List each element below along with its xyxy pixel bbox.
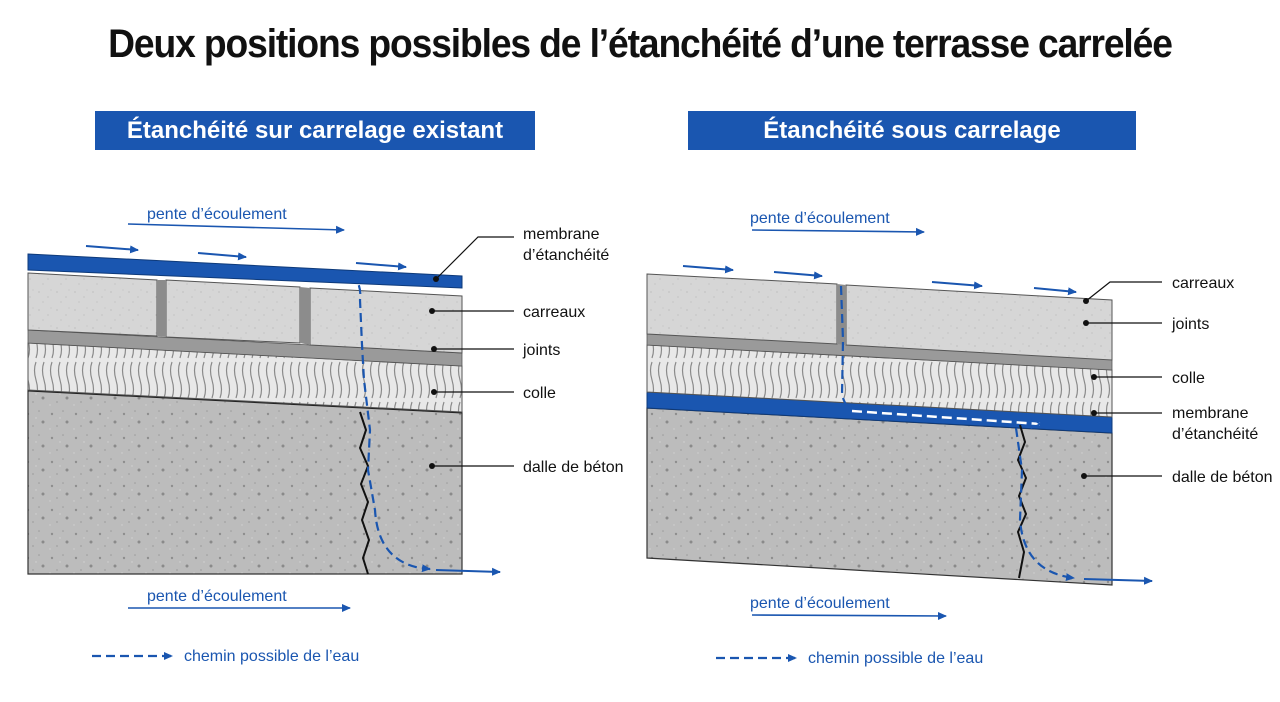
left-tile bbox=[28, 273, 157, 336]
right-concrete-slab bbox=[647, 408, 1112, 585]
left-diagram bbox=[28, 206, 624, 665]
left-label-membrane-2: d’étanchéité bbox=[523, 247, 610, 264]
right-legend-label: chemin possible de l’eau bbox=[808, 650, 984, 667]
right-label-glue: colle bbox=[1172, 370, 1205, 387]
right-slope-top-arrow bbox=[752, 230, 924, 232]
left-label-joints: joints bbox=[523, 342, 561, 359]
right-label-joints: joints bbox=[1172, 316, 1210, 333]
right-slope-top-label: pente d’écoulement bbox=[750, 210, 890, 227]
left-label-glue: colle bbox=[523, 385, 556, 402]
right-flow-arrow bbox=[774, 272, 822, 276]
left-tile-joint bbox=[300, 287, 310, 345]
right-flow-arrow bbox=[683, 266, 733, 270]
right-slope-bottom-label: pente d’écoulement bbox=[750, 595, 890, 612]
right-diagram bbox=[647, 210, 1273, 667]
right-label-tiles: carreaux bbox=[1172, 275, 1235, 292]
right-flow-arrow bbox=[932, 282, 982, 286]
left-flow-arrow bbox=[356, 263, 406, 267]
right-tile bbox=[647, 274, 837, 344]
page-title: Deux positions possibles de l’étanchéité d’une terrasse carrelée bbox=[108, 22, 1172, 66]
left-diagram-heading: Étanchéité sur carrelage existant bbox=[95, 111, 535, 150]
left-legend-label: chemin possible de l’eau bbox=[184, 648, 360, 665]
left-label-slab: dalle de béton bbox=[523, 459, 624, 476]
left-label-membrane-1: membrane bbox=[523, 226, 600, 243]
left-concrete-slab bbox=[28, 390, 462, 574]
right-slope-bottom-arrow bbox=[752, 615, 946, 616]
right-label-slab: dalle de béton bbox=[1172, 469, 1273, 486]
left-flow-arrow bbox=[86, 246, 138, 250]
right-diagram-heading: Étanchéité sous carrelage bbox=[688, 111, 1136, 150]
left-slope-top-label: pente d’écoulement bbox=[147, 206, 287, 223]
left-slope-top-arrow bbox=[128, 224, 344, 230]
left-tile-joint bbox=[157, 280, 166, 337]
left-tile bbox=[310, 288, 462, 353]
left-slope-bottom-label: pente d’écoulement bbox=[147, 588, 287, 605]
left-tile bbox=[166, 280, 300, 343]
left-label-tiles: carreaux bbox=[523, 304, 586, 321]
right-label-membrane-1: membrane bbox=[1172, 405, 1249, 422]
left-flow-arrow bbox=[198, 253, 246, 257]
right-label-membrane-2: d’étanchéité bbox=[1172, 426, 1259, 443]
right-flow-arrow bbox=[1034, 288, 1076, 292]
